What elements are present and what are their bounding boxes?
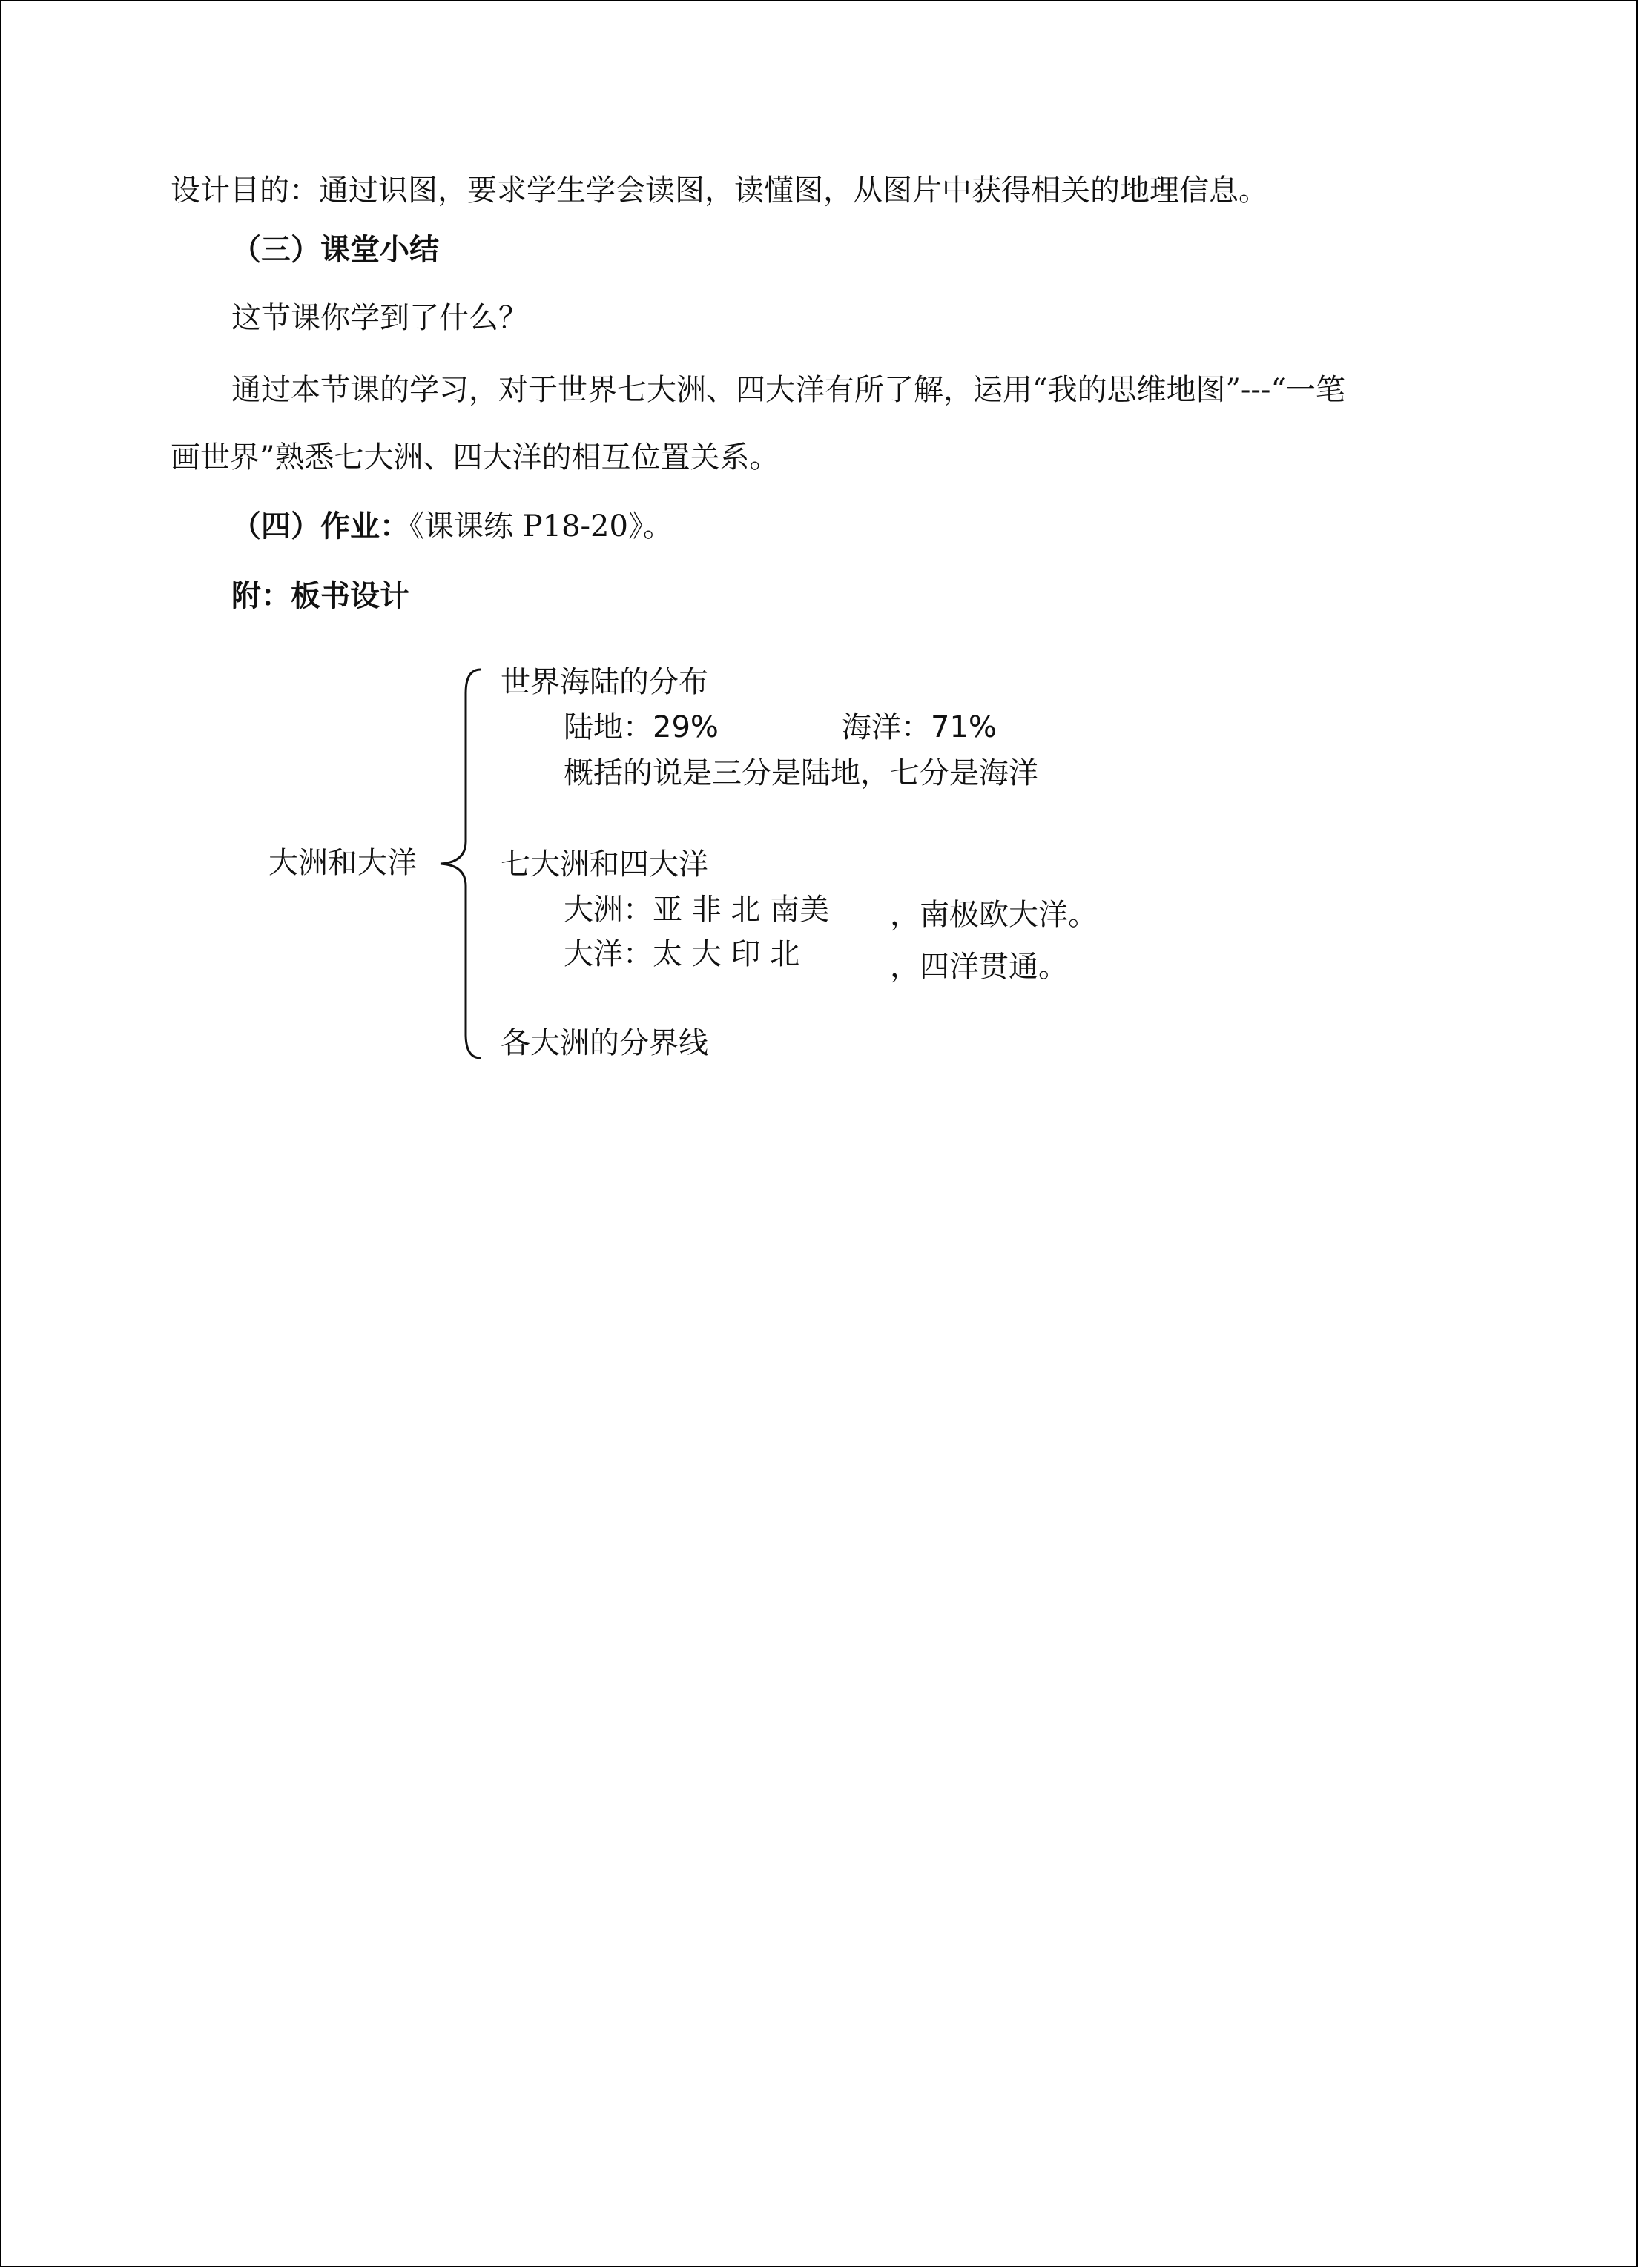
continents-mnemonic: 大洲：亚 非 北 南美 xyxy=(564,893,830,927)
appendix-heading: 附：板书设计 xyxy=(231,579,409,613)
continents-mnemonic-tail: ，南极欧大洋。 xyxy=(890,898,1098,932)
oceans-mnemonic-tail: ，四洋贯通。 xyxy=(890,950,1068,984)
branch2-title: 七大洲和四大洋 xyxy=(501,847,708,882)
branch1-title: 世界海陆的分布 xyxy=(501,665,708,699)
homework-label: （四）作业： xyxy=(231,509,409,543)
branch3-title: 各大洲的分界线 xyxy=(501,1026,708,1060)
curly-brace-icon xyxy=(430,664,489,1064)
homework-text: 《课课练 P18-20》。 xyxy=(409,509,673,543)
land-percentage: 陆地：29% xyxy=(564,710,719,744)
land-ocean-summary: 概括的说是三分是陆地，七分是海洋 xyxy=(564,756,1038,790)
design-purpose-text: 设计目的：通过识图，要求学生学会读图，读懂图，从图片中获得相关的地理信息。 xyxy=(171,173,1268,208)
question-text: 这节课你学到了什么？ xyxy=(231,301,528,335)
oceans-mnemonic: 大洋：太 大 印 北 xyxy=(564,937,800,971)
section-heading-summary: （三）课堂小结 xyxy=(231,233,439,267)
ocean-percentage: 海洋：71% xyxy=(842,710,997,744)
summary-text-line2: 画世界”熟悉七大洲、四大洋的相互位置关系。 xyxy=(171,440,779,475)
summary-text-line1: 通过本节课的学习，对于世界七大洲、四大洋有所了解，运用“我的思维地图”---“一笔 xyxy=(231,373,1345,407)
board-root-label: 大洲和大洋 xyxy=(268,846,417,880)
homework-line xyxy=(231,509,673,544)
